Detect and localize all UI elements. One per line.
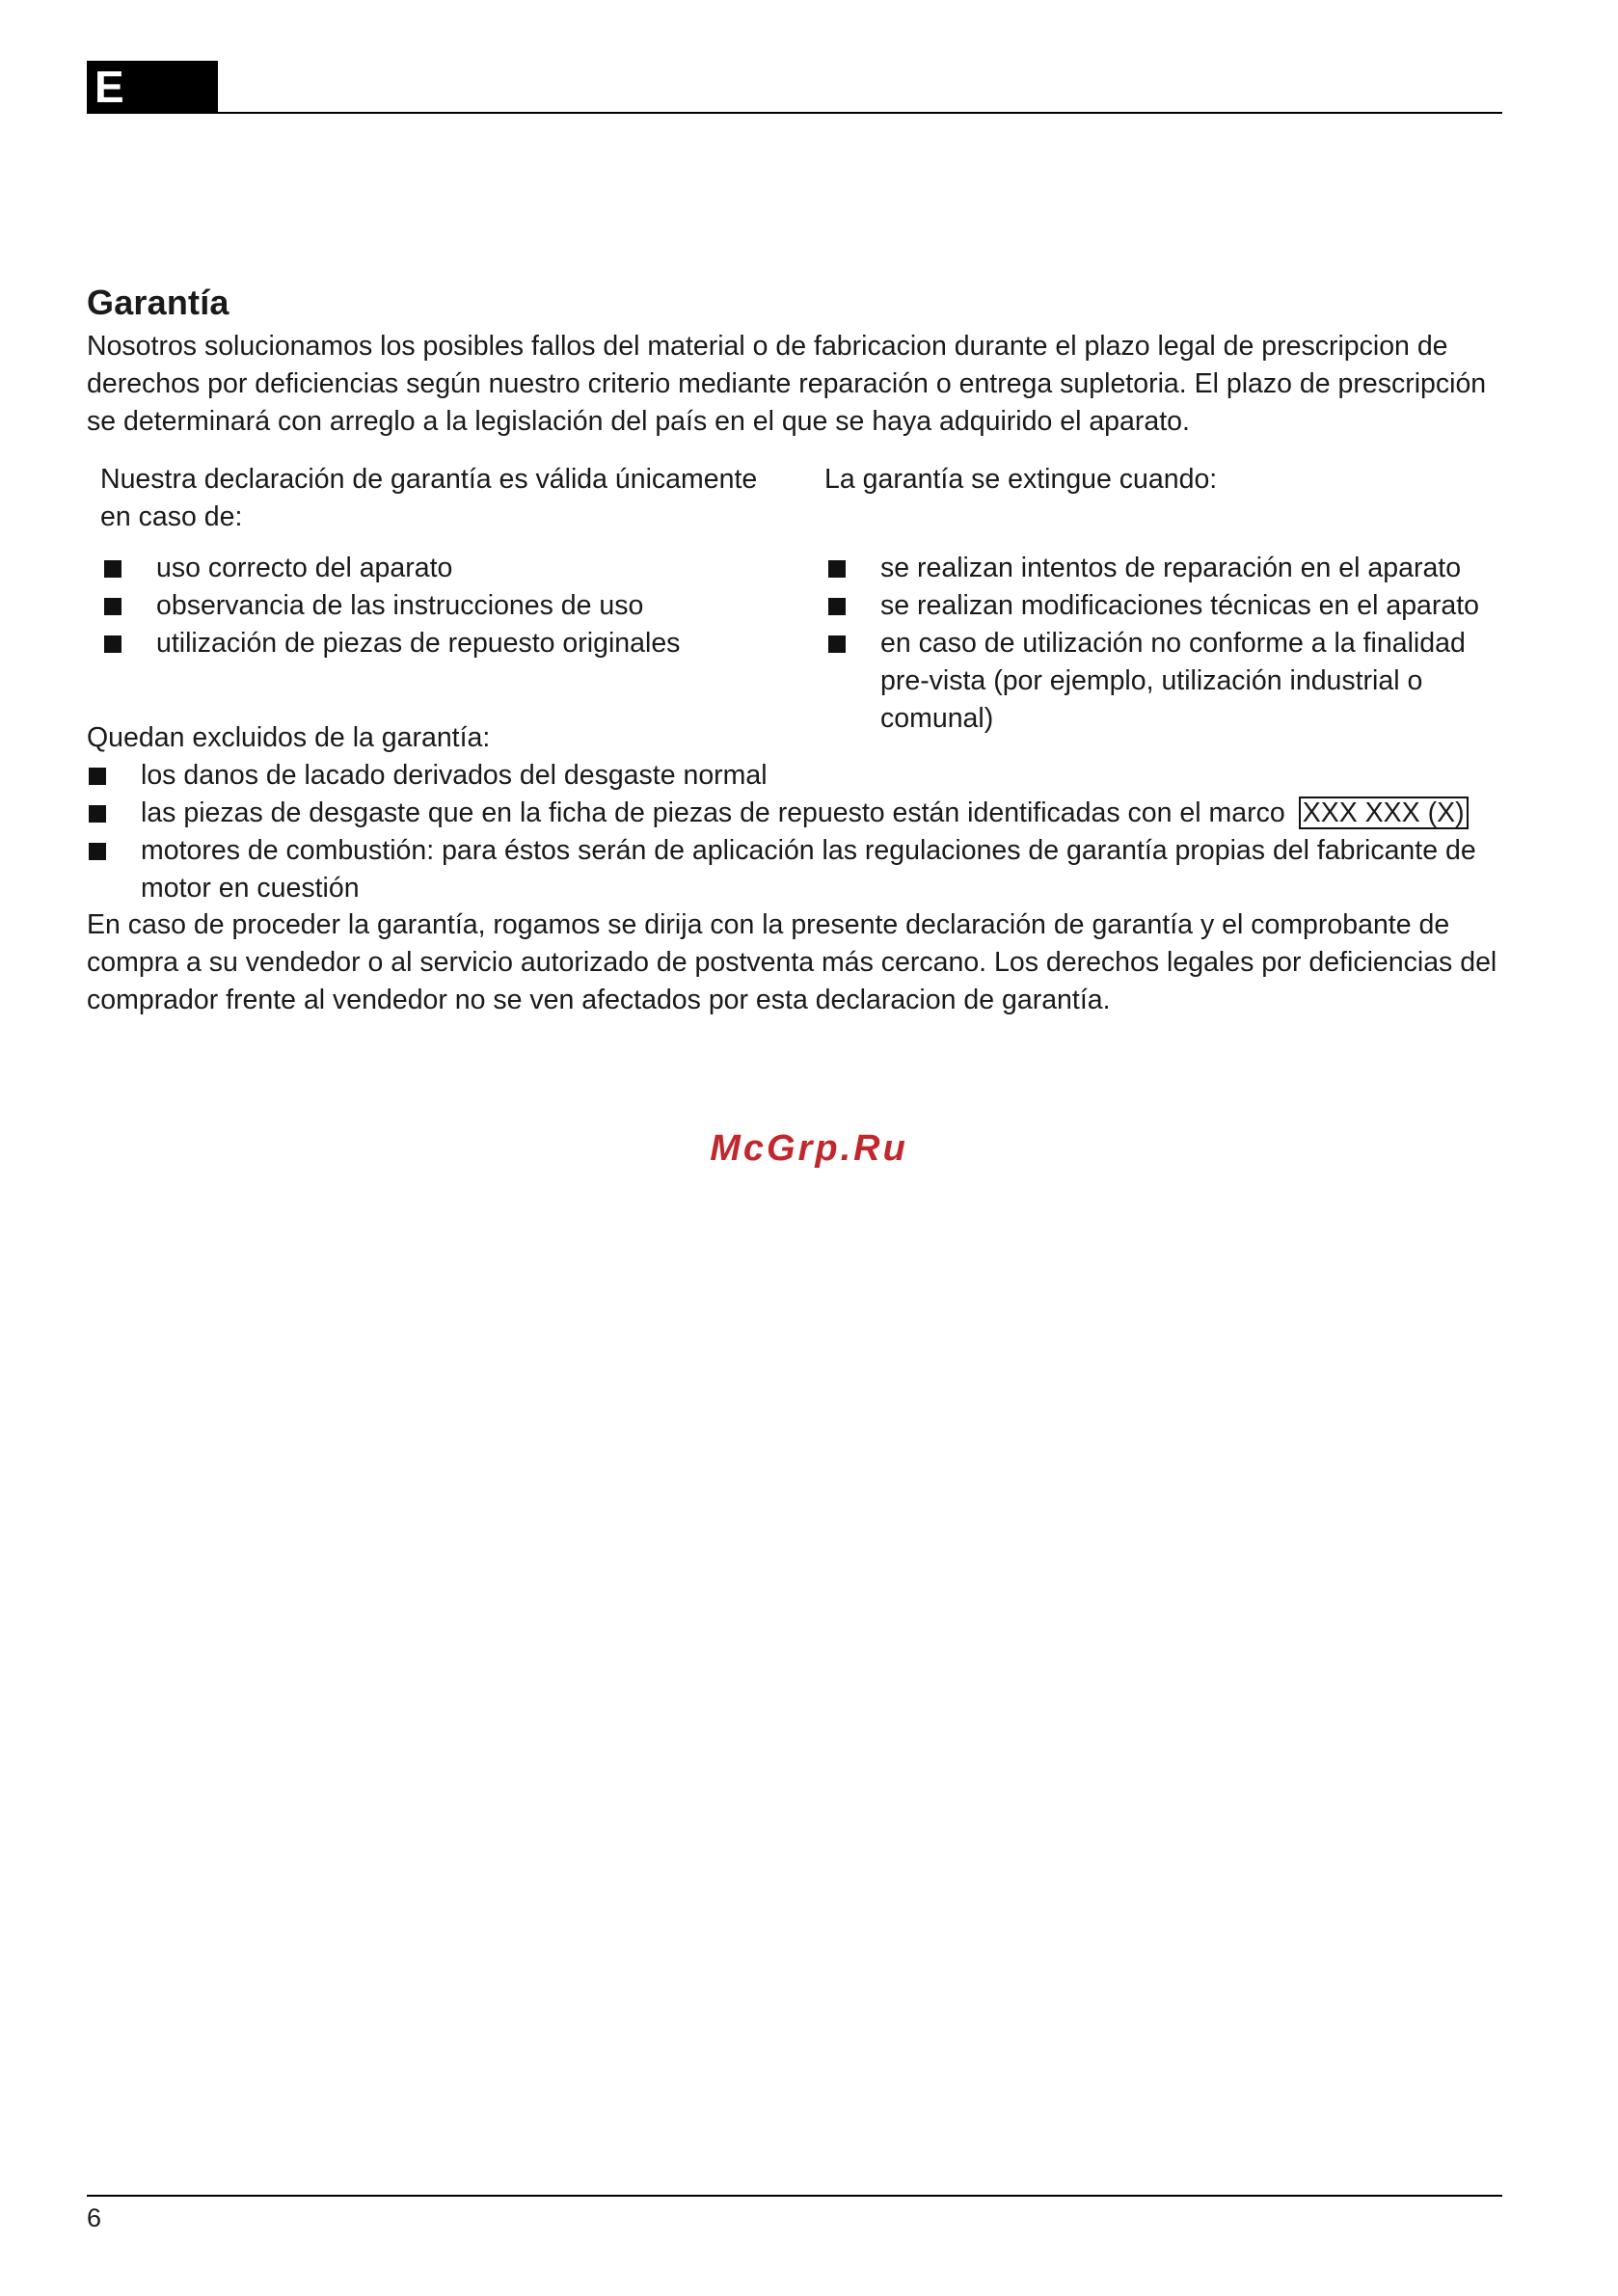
page-number: 6 <box>87 2203 102 2232</box>
footer-rule <box>87 2195 1502 2197</box>
list-item-text: los danos de lacado derivados del desgaste normal <box>141 760 768 791</box>
list-item <box>87 795 1504 832</box>
bullet-square-icon <box>104 598 121 615</box>
list-item <box>824 550 1499 587</box>
list-item-text: se realizan intentos de reparación en el aparato <box>880 553 1462 583</box>
exclusions-heading: Quedan excluidos de la garantía: <box>87 722 491 753</box>
list-item <box>87 832 1504 907</box>
valid-conditions-column <box>100 461 766 662</box>
bullet-square-icon <box>828 598 846 615</box>
bullet-square-icon <box>828 560 846 578</box>
bullet-square-icon <box>828 635 846 653</box>
bullet-square-icon <box>89 768 106 785</box>
section-title: Garantía <box>87 283 229 322</box>
list-item <box>87 757 1504 795</box>
void-conditions-list <box>824 550 1499 738</box>
list-item-text: las piezas de desgaste que en la ficha de piezas de repuesto están identificadas con el marco <box>141 797 1285 828</box>
intro-paragraph: Nosotros solucionamos los posibles fallos del material o de fabricacion durante el plazo legal de prescripcion de derechos por deficiencias según nuestro criterio mediante reparación o entrega supletoria. El plazo de prescripción se determinará con arreglo a la legislación del país en el que se haya adquirido el aparato. <box>87 331 1487 437</box>
list-item <box>100 587 766 625</box>
closing-paragraph: En caso de proceder la garantía, rogamos se dirija con la presente declaración de garantía y el comprobante de compra a su vendedor o al servicio autorizado de postventa más cercano. Los derechos legales por deficiencias del comprador frente al vendedor no se ven afectados por esta declaracion de garantía. <box>87 909 1497 1015</box>
bullet-square-icon <box>89 843 106 860</box>
list-item-text: en caso de utilización no conforme a la finalidad pre-vista (por ejemplo, utilización industrial o comunal) <box>880 628 1466 734</box>
wear-part-code-box: XXX XXX (X) <box>1299 797 1469 829</box>
valid-conditions-list <box>100 550 766 662</box>
list-item-text: se realizan modificaciones técnicas en el aparato <box>880 590 1480 621</box>
list-item <box>100 550 766 587</box>
list-item-text: observancia de las instrucciones de uso <box>156 590 644 621</box>
bullet-square-icon <box>104 560 121 578</box>
language-badge: E <box>87 61 218 114</box>
list-item-text: utilización de piezas de repuesto originales <box>156 628 681 659</box>
bullet-square-icon <box>89 805 106 823</box>
void-conditions-column <box>824 461 1499 738</box>
watermark-text: McGrp.Ru <box>710 1128 908 1169</box>
valid-conditions-heading: Nuestra declaración de garantía es válida únicamente en caso de: <box>100 464 758 532</box>
exclusions-list <box>87 757 1504 907</box>
list-item-text: motores de combustión: para éstos serán de aplicación las regulaciones de garantía propias del fabricante de motor en cuestión <box>141 835 1476 904</box>
list-item <box>824 587 1499 625</box>
exclusions-block <box>87 719 1504 907</box>
list-item-text: uso correcto del aparato <box>156 553 453 583</box>
header-rule <box>218 112 1502 114</box>
bullet-square-icon <box>104 635 121 653</box>
list-item <box>100 625 766 662</box>
void-conditions-heading: La garantía se extingue cuando: <box>824 464 1218 495</box>
